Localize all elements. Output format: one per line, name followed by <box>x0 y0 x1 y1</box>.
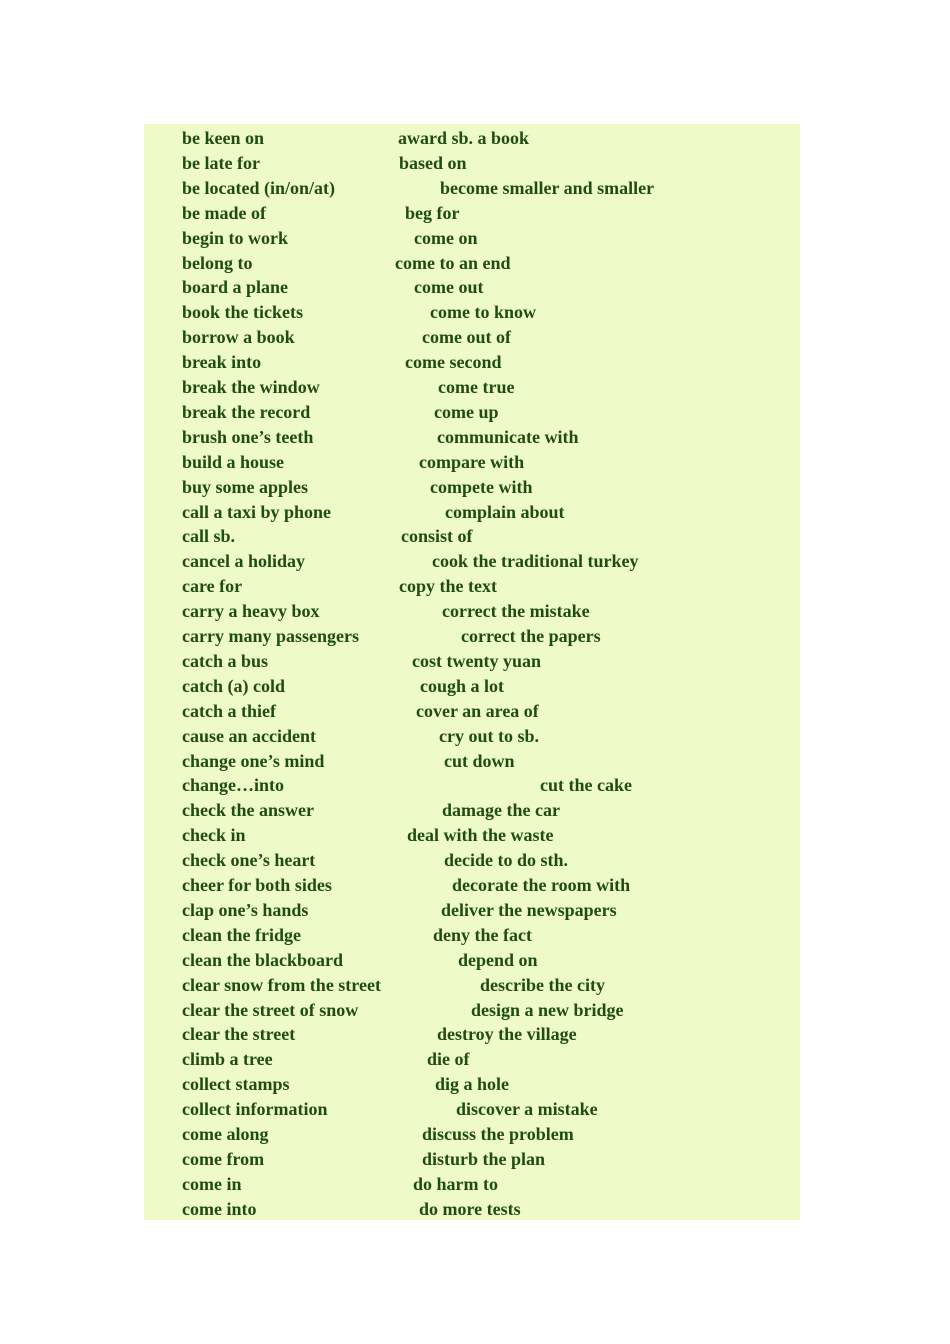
phrase-right: damage the car <box>442 800 560 821</box>
phrase-right: discuss the problem <box>422 1124 574 1144</box>
phrase-row <box>144 898 800 923</box>
phrase-right: cut down <box>444 750 515 771</box>
phrase-left: board a plane <box>182 277 289 298</box>
phrase-row <box>144 375 800 400</box>
phrase-right: correct the mistake <box>442 601 590 622</box>
phrase-row <box>144 699 800 724</box>
phrase-right: depend on <box>458 949 538 970</box>
phrase-left: catch a thief <box>182 700 276 721</box>
phrase-row <box>144 500 800 525</box>
phrase-right: come on <box>414 227 478 248</box>
phrase-row <box>144 1097 800 1122</box>
phrase-right: cover an area of <box>416 700 539 721</box>
phrase-left: carry a heavy box <box>182 601 320 622</box>
phrase-right: destroy the village <box>437 1024 577 1045</box>
phrase-left: belong to <box>182 252 253 273</box>
phrase-right: dig a hole <box>435 1074 510 1095</box>
phrase-row <box>144 201 800 226</box>
phrase-left: clear snow from the street <box>182 974 381 995</box>
phrase-left: call a taxi by phone <box>182 501 332 522</box>
phrase-left: break into <box>182 352 262 373</box>
phrase-left: climb a tree <box>182 1049 273 1070</box>
phrase-right: communicate with <box>437 426 579 447</box>
phrase-row <box>144 275 800 300</box>
phrase-right: copy the text <box>399 576 497 597</box>
phrase-left: book the tickets <box>182 302 303 323</box>
phrase-row <box>144 973 800 998</box>
phrase-right: cook the traditional turkey <box>432 551 639 572</box>
phrase-row <box>144 400 800 425</box>
phrase-right: cough a lot <box>420 675 505 696</box>
phrase-row <box>144 649 800 674</box>
phrase-row <box>144 599 800 624</box>
phrase-row <box>144 176 800 201</box>
phrase-right: do more tests <box>419 1198 521 1219</box>
phrase-row <box>144 998 800 1023</box>
phrase-left: brush one’s teeth <box>182 426 314 447</box>
phrase-right: discover a mistake <box>456 1099 598 1120</box>
phrase-row <box>144 798 800 823</box>
phrase-left: begin to work <box>182 227 289 248</box>
phrase-right: cost twenty yuan <box>412 650 541 671</box>
phrase-right: decide to do sth. <box>444 850 569 871</box>
phrase-row <box>144 226 800 251</box>
phrase-right: deal with the waste <box>407 825 554 846</box>
phrase-right: cry out to sb. <box>439 725 539 746</box>
phrase-right: based on <box>399 152 467 173</box>
phrase-row <box>144 873 800 898</box>
phrase-left: check one’s heart <box>182 850 316 871</box>
phrase-left: borrow a book <box>182 327 295 348</box>
phrase-left: cheer for both sides <box>182 875 332 895</box>
phrase-row <box>144 823 800 848</box>
phrase-row <box>144 923 800 948</box>
phrase-right: disturb the plan <box>422 1148 546 1169</box>
phrase-right: compare with <box>419 451 525 472</box>
phrase-left: be made of <box>182 202 266 223</box>
phrase-right: cut the cake <box>540 775 632 796</box>
phrase-right: come out <box>414 277 484 298</box>
phrase-row <box>144 1172 800 1197</box>
phrase-row <box>144 475 800 500</box>
phrase-row <box>144 1197 800 1222</box>
phrase-right: do harm to <box>413 1173 498 1194</box>
phrase-right: beg for <box>405 202 460 223</box>
phrase-left: clear the street <box>182 1024 296 1045</box>
phrase-left: break the record <box>182 401 311 422</box>
phrase-left: buy some apples <box>182 476 309 497</box>
phrase-right: die of <box>427 1049 470 1070</box>
phrase-left: be located (in/on/at) <box>182 177 335 198</box>
phrase-left: clap one’s hands <box>182 899 309 920</box>
phrase-right: decorate the room with <box>452 875 631 895</box>
phrase-left: catch a bus <box>182 650 269 671</box>
phrase-row <box>144 549 800 574</box>
phrase-left: change…into <box>182 775 285 796</box>
phrase-left: come along <box>182 1124 269 1144</box>
phrase-left: be late for <box>182 152 260 173</box>
phrase-left: collect information <box>182 1099 328 1120</box>
phrase-row <box>144 300 800 325</box>
phrase-row <box>144 1147 800 1172</box>
phrase-left: check the answer <box>182 800 314 821</box>
phrase-right: compete with <box>430 476 533 497</box>
phrase-row <box>144 948 800 973</box>
phrase-row <box>144 126 800 151</box>
phrase-left: come in <box>182 1173 242 1194</box>
phrase-right: deliver the newspapers <box>441 899 617 920</box>
phrase-right: complain about <box>445 501 565 522</box>
phrase-row <box>144 524 800 549</box>
phrase-right: design a new bridge <box>471 999 624 1020</box>
phrase-row <box>144 848 800 873</box>
phrase-left: cancel a holiday <box>182 551 306 572</box>
phrase-row <box>144 724 800 749</box>
phrase-left: change one’s mind <box>182 750 325 771</box>
phrase-right: describe the city <box>480 974 605 995</box>
phrase-left: call sb. <box>182 526 236 547</box>
phrase-row <box>144 325 800 350</box>
phrase-row <box>144 574 800 599</box>
phrase-right: consist of <box>401 526 473 547</box>
phrase-row <box>144 1047 800 1072</box>
phrase-left: build a house <box>182 451 285 472</box>
phrase-left: carry many passengers <box>182 626 359 646</box>
phrase-row <box>144 1072 800 1097</box>
phrase-row <box>144 151 800 176</box>
phrase-row <box>144 1022 800 1047</box>
phrase-left: check in <box>182 825 246 846</box>
phrase-left: catch (a) cold <box>182 675 285 696</box>
phrase-left: cause an accident <box>182 725 316 746</box>
phrase-row <box>144 773 800 798</box>
phrase-right: come to know <box>430 302 536 323</box>
phrase-left: clean the fridge <box>182 924 301 945</box>
phrase-right: come to an end <box>395 252 511 273</box>
phrase-left: come into <box>182 1198 257 1219</box>
phrase-right: award sb. a book <box>398 128 530 148</box>
phrase-left: come from <box>182 1148 265 1169</box>
phrase-right: correct the papers <box>461 626 601 646</box>
phrase-row <box>144 749 800 774</box>
phrase-right: come true <box>438 377 515 397</box>
phrase-left: collect stamps <box>182 1074 290 1095</box>
phrase-list-panel <box>144 124 800 1220</box>
phrase-left: clean the blackboard <box>182 949 344 970</box>
phrase-row <box>144 450 800 475</box>
phrase-right: come up <box>434 401 499 422</box>
phrase-row <box>144 624 800 649</box>
phrase-row <box>144 1122 800 1147</box>
phrase-left: clear the street of snow <box>182 999 359 1020</box>
phrase-row <box>144 674 800 699</box>
phrase-right: come second <box>405 352 502 373</box>
phrase-left: break the window <box>182 377 320 397</box>
phrase-right: become smaller and smaller <box>440 177 655 198</box>
phrase-right: come out of <box>422 327 511 348</box>
phrase-left: care for <box>182 576 243 597</box>
phrase-right: deny the fact <box>433 924 532 945</box>
phrase-row <box>144 350 800 375</box>
phrase-row <box>144 425 800 450</box>
phrase-row <box>144 251 800 276</box>
phrase-left: be keen on <box>182 128 265 148</box>
